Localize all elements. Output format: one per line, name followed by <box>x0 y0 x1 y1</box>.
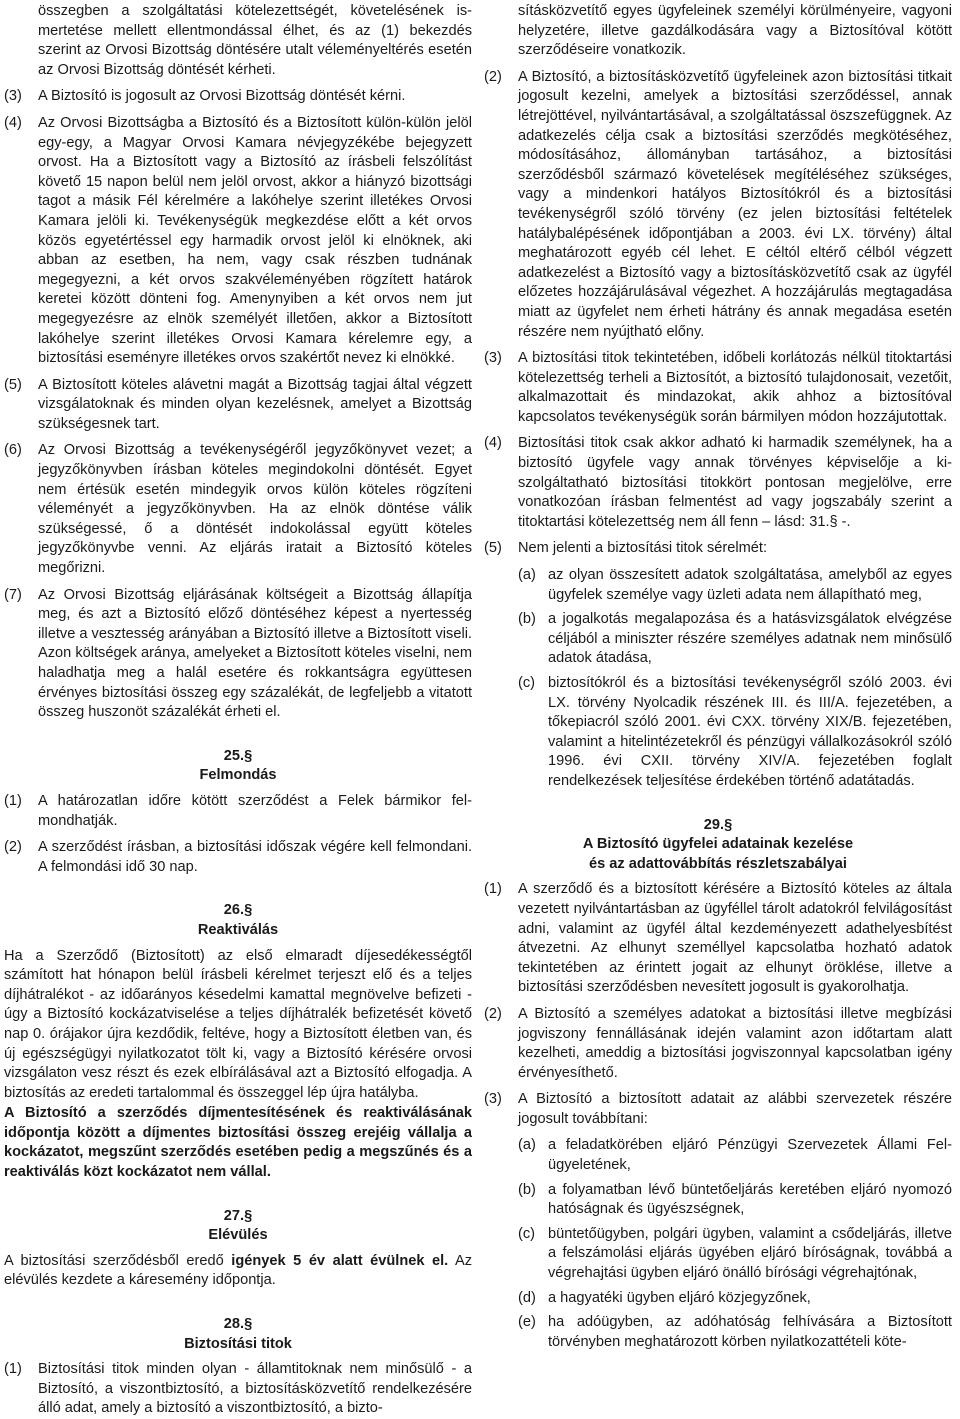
sub-item-text: az olyan összesített adatok szolgáltatása, amelyből az egyes ügyfelek személye vagy üzleti adata nem állapítható meg, <box>548 567 952 603</box>
paragraph-5 <box>4 376 472 435</box>
paragraph-29-2 <box>484 1005 952 1083</box>
paragraph-number: (2) <box>4 839 22 856</box>
section-number: 28.§ <box>223 1316 253 1333</box>
sub-item-b <box>518 1181 952 1220</box>
sub-item-letter: (a) <box>518 1137 536 1154</box>
right-column <box>484 2 952 1399</box>
paragraph-text: Az Orvosi Bizottság eljárásának költségeit a Bizottság állapítja meg, és azt a Biztosító előző döntéséhez képest a nyertesség illetve a vesztesség arányában a Biztosító illetve a Biztosított viseli. Azon költségek aránya, amelyeket a Biztosított köteles viselni, nem haladhatja meg a halál esetére és rokkantságra együttesen érvényes biztosítási összeg egy százalékát, de legfeljebb a vitatott összeg huszonöt százalékát érheti el. <box>38 586 472 721</box>
paragraph-25-1 <box>4 792 472 831</box>
limitation-text-end: Az elévülés kezdete a káresemény időpontja. <box>4 1252 472 1289</box>
section-title: Reaktiválás <box>197 921 279 938</box>
paragraph-4 <box>4 114 472 369</box>
sub-item-text: a hagyatéki ügyben eljáró közjegyzőnek, <box>548 1289 811 1306</box>
sub-item-letter: (b) <box>518 1181 536 1198</box>
sub-item-c <box>518 1225 952 1284</box>
sub-item-letter: (d) <box>518 1289 536 1306</box>
sub-item-text: ha adóügyben, az adóhatóság felhívására a Biztosított törvényben meghatározott körben nyilatkozattételi köte- <box>548 1314 952 1350</box>
sub-item-letter: (e) <box>518 1314 536 1331</box>
sub-item-b <box>518 610 952 669</box>
paragraph-reactivation: Ha a Szerződő (Biztosított) az első elmaradt díjesedékességtől számított hat hónapon belül írásbeli kérelmet terjeszt elő és a teljes díjhátralékot - az időarányos késedelmi kamattal megnövelve befizeti - úgy a Biztosító kockázatviselése a teljes díjhátralék befizetését követő nap 0. órájakor újra kezdődik, feltéve, hogy a Biztosított életben van, és új egészségügyi nyilatkozatot tölt ki, vagy a Biztosító kérésére orvosi vizsgálaton vesz részt és ezek elbírálásával azt a Biztosító elfogadja. A biztosítás az eredeti tartalommal és összeggel lép újra hatályba. <box>4 947 472 1101</box>
section-title: Biztosítási titok <box>184 1335 292 1352</box>
section-title: Elévülés <box>208 1227 268 1244</box>
paragraph-text: A határozatlan időre kötött szerződést a Felek bármikor felmondhatják. <box>38 792 472 829</box>
section-title-line-2: és az adattovábbítás részletszabályai <box>589 855 847 872</box>
paragraph-text: Nem jelenti a biztosítási titok sérelmét: <box>518 540 767 557</box>
paragraph-text: Biztosítási titok minden olyan - államtitoknak nem minősülő - a Biztosító, a viszontbiztosító, a biztosításközvetítő rendelkezésére álló adat, amely a biztosító a viszontbiztosító, a bizto- <box>38 1361 472 1417</box>
paragraph-7 <box>4 586 472 723</box>
paragraph-number: (3) <box>4 88 22 105</box>
sub-item-letter: (c) <box>518 1225 536 1242</box>
paragraph-number: (7) <box>4 586 22 603</box>
paragraph-number: (4) <box>4 114 22 131</box>
paragraph-number: (5) <box>4 376 22 393</box>
section-number: 25.§ <box>223 747 253 764</box>
paragraph-28-3 <box>484 349 952 427</box>
paragraph-text: A Biztosító a biztosított adatait az alábbi szervezetek részére jogosult továbbítani: <box>518 1091 952 1127</box>
limitation-text-start: A biztosítási szerződésből eredő <box>4 1252 232 1269</box>
sub-item-text: a folyamatban lévő büntetőeljárás keretében eljáró nyomozó hatóságnak és ügyészségnek, <box>548 1181 952 1218</box>
paragraph-number: (3) <box>484 350 502 367</box>
section-title-line-1: A Biztosító ügyfelei adatainak kezelése <box>582 836 854 853</box>
paragraph-text: A Biztosító is jogosult az Orvosi Bizottság döntését kérni. <box>38 88 406 105</box>
paragraph-text: A biztosítási titok tekintetében, időbeli korlátozás nélkül titoktartási kötelezettség terheli a Biztosítót, a biztosító tulajdonosait, vezetőit, alkalmazottait és mindazokat, akik ahhoz a biztosítóval kapcsolatos tevékenységük során bármilyen módon hozzájutottak. <box>518 350 952 425</box>
section-heading-27 <box>4 1207 472 1246</box>
sub-item-a <box>518 1136 952 1175</box>
sub-item-letter: (b) <box>518 611 536 628</box>
paragraph-number: (4) <box>484 435 502 452</box>
paragraph-28-4 <box>484 434 952 532</box>
sub-item-text: büntetőügyben, polgári ügyben, valamint a csődeljárás, illetve a felszámolási eljárás ügyében eljáró bíróságnak, továbbá a végrehajtási ügyben eljáró önálló bírósági végrehajtónak, <box>548 1225 952 1282</box>
paragraph-text: Az Orvosi Bizottság a tevékenységéről jegyzőkönyvet vezet; a jegyzőkönyvben írásban köteles megindokolni döntését. Egyet nem értésük esetén mindegyik orvos külön köteles rögzíteni véleményét a jegyzőkönyvben. Ha az elnök döntése válik szükségessé, ő a döntését indokolással együtt köteles jegyzőkönyvbe venni. Az eljárás iratait a Biztosító köteles megőrizni. <box>38 442 472 577</box>
paragraph-25-2 <box>4 838 472 877</box>
paragraph-28-5 <box>484 539 952 559</box>
section-title: Felmondás <box>199 767 277 784</box>
paragraph-reactivation-bold: A Biztosító a szerződés díjmentesítésének és reaktiválásának időpontja között a díjmentes biztosítási összeg erejéig vállalja a kockázatot, megszűnt szerződés esetében pedig a megszűnés és a reaktiválás közt kockázatot nem vállal. <box>4 1105 472 1181</box>
sub-item-a <box>518 566 952 605</box>
paragraph-28-1 <box>4 1360 472 1419</box>
paragraph-text: A Biztosító, a biztosításközvetítő ügyfeleinek azon biztosítási titkait jogosult kezelni, amelyek a biztosítási szerződéssel, annak létrejöttével, nyilvántartásával, a szolgáltatással öszszefüggnek. Az adatkezelés célja csak a biztosítási szerződés megkötéséhez, módosításához, állományban tartásához, a biztosítási szerződésből származó követelések megítéléséhez szükséges, vagy a mindenkori hatályos Biztosítókról és a biztosítási tevékenységről szóló törvény (ez jelen biztosítási feltételek hatálybalépésének időpontjában a 2003. évi LX. törvény) által meghatározott egyéb cél lehet. E céltól eltérő célból végzett adatkezelést a Biztosító vagy a biztosításközvetítő csak az ügyfél előzetes hozzájárulásával végezhet. A hozzájárulás megtagadása miatt az ügyfelet nem érheti hátrány és annak megadása esetén részére nem nyújtható előny. <box>518 68 952 340</box>
paragraph-number: (5) <box>484 540 502 557</box>
paragraph-text: Biztosítási titok csak akkor adható ki harmadik személynek, ha a biztosító ügyfele vagy annak törvényes képviselője a kiszolgáltatható biztosítási titokkört pontosan megjelölve, erre vonatkozóan írásban felmentést ad vagy jogszabály szerint a titoktartási kötelezettség nem áll fenn – lásd: 31.§ -. <box>518 435 952 530</box>
sub-item-text: a feladatkörében eljáró Pénzügyi Szervezetek Állami Felügyeletének, <box>548 1137 952 1174</box>
section-number: 26.§ <box>223 902 253 919</box>
section-heading-25 <box>4 747 472 786</box>
paragraph-text: A szerződő és a biztosított kérésére a Biztosító köteles az általa vezetett nyilvántartásban az ügyféllel tárolt adatokról felvilágosítást adni, valamint az ügyfél által kezdeményezett adathelyesbítést átvezetni. Az elhunyt személlyel kapcsolatba hozható adatok tekintetében az érintett jogait az elhunyt öröklése, illetve a biztosítási szerződésben nevesített jogosult is gyakorolhatja. <box>518 881 952 996</box>
section-heading-26 <box>4 901 472 940</box>
paragraph-number: (3) <box>484 1091 502 1108</box>
paragraph-number: (1) <box>4 792 22 809</box>
paragraph-text: A Biztosító a személyes adatokat a biztosítási illetve megbízási jogviszony fennállásának idején valamint azon időtartam alatt kezelheti, ameddig a biztosítási jogviszonnyal kapcsolatban igény érvényesíthető. <box>518 1005 952 1081</box>
limitation-text-bold: igények 5 év alatt évülnek el. <box>231 1252 449 1269</box>
paragraph-number: (1) <box>484 881 502 898</box>
paragraph-continuation: sításközvetítő egyes ügyfeleinek személyi körülményeire, vagyoni helyzetére, illetve gazdálkodására vagy a Biztosítóval kötött szerződéseire vonatkozik. <box>518 3 952 59</box>
paragraph-text: Az Orvosi Bizottságba a Biztosító és a Biztosított külön-külön jelöl egy-egy, a Magyar Orvosi Kamara névjegyzékébe bejegyzett orvost. Ha a Biztosított vagy a Biztosító az írásbeli felszólítást követő 15 napon belül nem jelöl orvost, akkor a hiányzó bizottsági tagot a másik Fél kérelmére a lakóhelye szerint illetékes Orvosi Kamara jelöli ki. Tevékenységük megkezdése előtt a két orvos közös egyetértéssel egy harmadik orvost jelöl ki elnöknek, aki abban az esetben, ha nem, vagy csak részben tudnának megegyezni, a két orvos szakvéleményében rögzített határok keretei között dönteni fog. Amenynyiben a két orvos nem jut megegyezésre az elnök személyét illetően, akkor a Biztosított lakóhelye szerint illetékes Orvosi Kamara kérelemre egy, a biztosítási eseményre illetékes orvos szakértőt nevez ki elnökké. <box>38 114 472 367</box>
section-heading-29 <box>484 816 952 875</box>
sub-item-letter: (a) <box>518 567 536 584</box>
paragraph-text: A Biztosított köteles alávetni magát a Bizottság tagjai által végzett vizsgálatoknak és minden olyan kezelésnek, amelyet a Bizottság szükségesnek tart. <box>38 376 472 432</box>
paragraph-text: A szerződést írásban, a biztosítási időszak végére kell felmondani. A felmondási idő 30 nap. <box>38 839 472 875</box>
sub-item-text: a jogalkotás megalapozása és a hatásvizsgálatok elvégzése céljából a miniszter részére személyes adatnak nem minősülő adatok átadása, <box>548 611 952 667</box>
paragraph-number: (2) <box>484 1005 502 1022</box>
sub-item-d <box>518 1289 952 1309</box>
sub-item-text: biztosítókról és a biztosítási tevékenységről szóló 2003. évi LX. törvény Nyolcadik részének III. és III/A. fejezetében, a tőkepiacról szóló 2001. évi CXX. törvény XIX/B. fejezetében, valamint a hitelintézetekről és pénzügyi vállalkozásokról szóló 1996. évi CXII. törvény XIV/A. fejezetében foglalt rendelkezések teljesítése érdekében történő adatátadás. <box>548 675 952 789</box>
paragraph-number: (1) <box>4 1361 22 1378</box>
paragraph-limitation <box>4 1252 472 1291</box>
paragraph-number: (6) <box>4 442 22 459</box>
sub-item-c <box>518 674 952 792</box>
paragraph-28-2 <box>484 68 952 342</box>
sub-item-e <box>518 1313 952 1352</box>
paragraph-number: (2) <box>484 68 502 85</box>
paragraph-29-3 <box>484 1090 952 1129</box>
section-number: 27.§ <box>223 1207 253 1224</box>
paragraph-3 <box>4 87 472 107</box>
sub-item-letter: (c) <box>518 675 536 691</box>
paragraph-6 <box>4 441 472 578</box>
section-number: 29.§ <box>703 816 733 833</box>
paragraph-continuation: összegben a szolgáltatási kötelezettségét, követelésének ismertetése mellett ellentmondással élhet, és az (1) bekezdés szerint az Orvosi Bizottság döntésére utalt véleményeltérés esetén az Orvosi Bizottság döntését kérheti. <box>38 3 472 78</box>
paragraph-29-1 <box>484 880 952 998</box>
section-heading-28 <box>4 1315 472 1354</box>
left-column <box>4 2 472 1417</box>
